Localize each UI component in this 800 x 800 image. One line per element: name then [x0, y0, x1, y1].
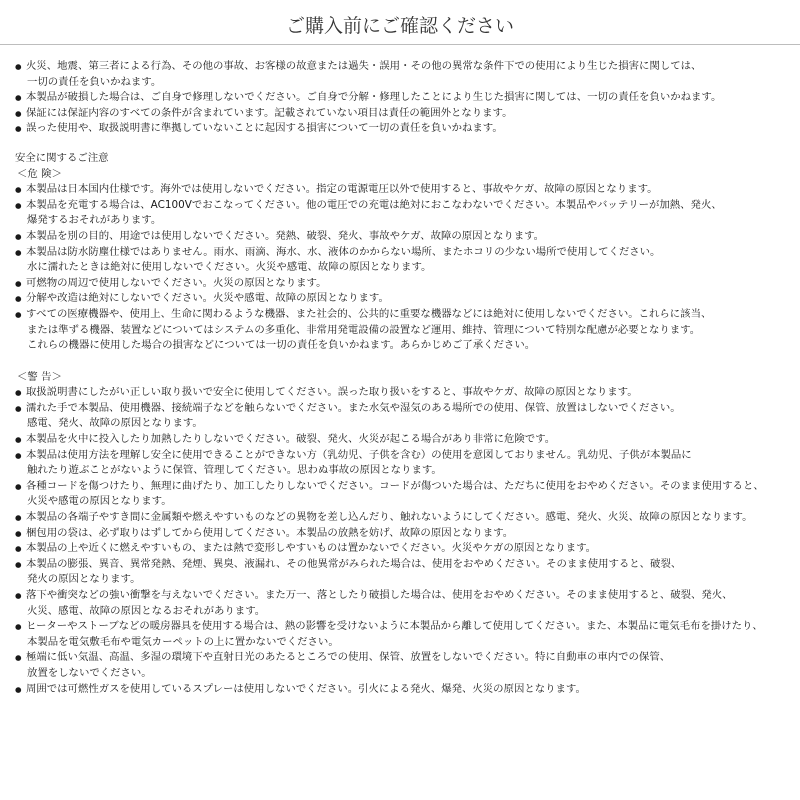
bullet-text-line: 周囲では可燃性ガスを使用しているスプレーは使用しないでください。引火による発火、爆発、火災の原因となります。 [26, 682, 586, 695]
bullet-text-line: 感電、発火、故障の原因となります。 [27, 417, 203, 430]
bullet-text-line: 一切の責任を負いかねます。 [27, 75, 162, 88]
bullet-text-line: 保証には保証内容のすべての条件が含まれています。記載されていない項目は責任の範囲外となります。 [26, 106, 513, 119]
warning-heading: ＜警 告＞ [17, 370, 62, 383]
bullet-text-line: 本製品の上や近くに燃えやすいもの、または熱で変形しやすいものは置かないでください。火災やケガの原因となります。 [26, 542, 597, 555]
bullet-text-line: ● 火災、地震、第三者による行為、その他の事故、お客様の故意または過失・誤用・その他の異常な条件下での使用により生じた損害に関しては、 [26, 60, 702, 72]
warning-item [15, 682, 795, 698]
bullet-text-line: これらの機器に使用した場合の損害などについては一切の責任を負いかねます。あらかじめご了承ください。 [27, 339, 536, 352]
bullet-text-line: 本製品を電気敷毛布や電気カーペットの上に置かないでください。 [27, 635, 339, 648]
bullet-text-line: 本製品を別の目的、用途では使用しないでください。発熱、破裂、発火、事故やケガ、故障の原因となります。 [26, 229, 545, 242]
safety-heading: 安全に関するご注意 [15, 151, 109, 164]
bullet-text-line: ● 本製品は防水防塵仕様ではありません。雨水、雨滴、海水、水、液体のかからない場所、またホコリの少ない場所で使用してください。 [26, 245, 661, 258]
disclaimer-item [15, 106, 795, 122]
bullet-text-line: 取扱説明書にしたがい正しい取り扱いで安全に使用してください。誤った取り扱いをすると、事故やケガ、故障の原因となります。 [26, 386, 638, 399]
bullet-text-line: 火災や感電の原因となります。 [27, 495, 172, 508]
warning-item [15, 619, 795, 650]
bullet-text-line: ● 各種コードを傷つけたり、無理に曲げたり、加工したりしないでください。コードが傷ついた場合は、ただちに使用をおやめください。そのまま使用すると、 [26, 479, 764, 492]
bullet-text-line: ● ヒーターやストーブなどの暖房器具を使用する場合は、熱の影響を受けないように本製品から離して使用してください。また、本製品に電気毛布を掛けたり、 [26, 620, 763, 633]
bullet-text-line: または準ずる機器、装置などについてはシステムの多重化、非常用発電設備の設置など運用、維持、管理について特別な配慮が必要となります。 [27, 323, 701, 336]
danger-item [15, 182, 795, 198]
danger-item [15, 198, 795, 229]
bullet-text-line: ● 本製品を充電する場合は、AC100Vでおこなってください。他の電圧での充電は絶対におこなわないでください。本製品やバッテリーが加熱、発火、 [26, 198, 722, 211]
bullet-text-line: 可燃物の周辺で使用しないでください。火災の原因となります。 [26, 276, 327, 289]
bullet-text-line: 誤った使用や、取扱説明書に準拠していないことに起因する損害について一切の責任を負いかねます。 [26, 122, 503, 135]
disclaimer-list [15, 59, 795, 137]
bullet-text-line: 本製品の各端子やすき間に金属類や燃えやすいものなどの異物を差し込んだり、触れないようにしてください。感電、発火、火災、故障の原因となります。 [26, 511, 753, 524]
disclaimer-item [15, 59, 795, 90]
bullet-text-line: ● 落下や衝突などの強い衝撃を与えないでください。また万一、落としたり破損した場合は、使用をおやめください。そのまま使用すると、破裂、発火、 [26, 589, 733, 601]
warning-item [15, 479, 795, 510]
danger-item [15, 276, 795, 292]
warning-item [15, 557, 795, 588]
danger-heading: ＜危 険＞ [17, 167, 62, 180]
bullet-text-line: 触れたり遊ぶことがないように保管、管理してください。思わぬ事故の原因となります。 [27, 464, 442, 477]
warning-item [15, 510, 795, 526]
bullet-text-line: ● すべての医療機器や、使用上、生命に関わるような機器、また社会的、公共的に重要な機器などには絶対に使用しないでください。これらに該当、 [26, 307, 712, 320]
bullet-text-line: 放置をしないでください。 [27, 666, 152, 679]
bullet-text-line: ● 本製品の膨張、異音、異常発熱、発煙、異臭、液漏れ、その他異常がみられた場合は、使用をおやめください。そのまま使用すると、破裂、 [26, 557, 682, 570]
bullet-text-line: ● 濡れた手で本製品、使用機器、接続端子などを触らないでください。また水気や湿気のある場所での使用、保管、放置はしないでください。 [26, 401, 681, 414]
warning-item [15, 588, 795, 619]
bullet-text-line: 分解や改造は絶対にしないでください。火災や感電、故障の原因となります。 [26, 292, 389, 305]
bullet-text-line: 梱包用の袋は、必ず取りはずしてから使用してください。本製品の放熱を妨げ、故障の原因となります。 [26, 526, 514, 539]
bullet-text-line: 水に濡れたときは絶対に使用しないでください。火災や感電、故障の原因となります。 [27, 261, 432, 274]
bullet-text-line: 本製品を火中に投入したり加熱したりしないでください。破裂、発火、火災が起こる場合があり非常に危険です。 [26, 433, 556, 446]
disclaimer-item [15, 121, 795, 137]
title-divider [0, 44, 800, 45]
disclaimer-item [15, 90, 795, 106]
bullet-text-line: 発火の原因となります。 [27, 573, 141, 586]
bullet-text-line: 本製品が破損した場合は、ご自身で修理しないでください。ご自身で分解・修理したことにより生じた損害に関しては、一切の責任を負いかねます。 [26, 91, 722, 104]
warning-item [15, 541, 795, 557]
bullet-text-line: ● 本製品は使用方法を理解し安全に使用できることができない方（乳幼児、子供を含む）の使用を意図しておりません。乳幼児、子供が本製品に [26, 448, 692, 461]
bullet-text-line: 爆発するおそれがあります。 [27, 214, 162, 227]
page-title: ご購入前にご確認ください [285, 15, 514, 37]
warning-item [15, 650, 795, 681]
danger-item [15, 291, 795, 307]
warning-item [15, 526, 795, 542]
bullet-text-line: 本製品は日本国内仕様です。海外では使用しないでください。指定の電源電圧以外で使用すると、事故やケガ、故障の原因となります。 [26, 183, 658, 196]
warning-list [15, 385, 795, 697]
warning-item [15, 401, 795, 432]
warning-item [15, 432, 795, 448]
bullet-text-line: ● 極端に低い気温、高温、多湿の環境下や直射日光のあたるところでの使用、保管、放置をしないでください。特に自動車の車内での保管、 [26, 651, 671, 664]
bullet-text-line: 火災、感電、故障の原因となるおそれがあります。 [27, 604, 266, 617]
warning-item [15, 385, 795, 401]
danger-item [15, 229, 795, 245]
danger-item [15, 307, 795, 354]
danger-item [15, 245, 795, 276]
notice-content [15, 59, 795, 697]
danger-list [15, 182, 795, 354]
warning-item [15, 448, 795, 479]
